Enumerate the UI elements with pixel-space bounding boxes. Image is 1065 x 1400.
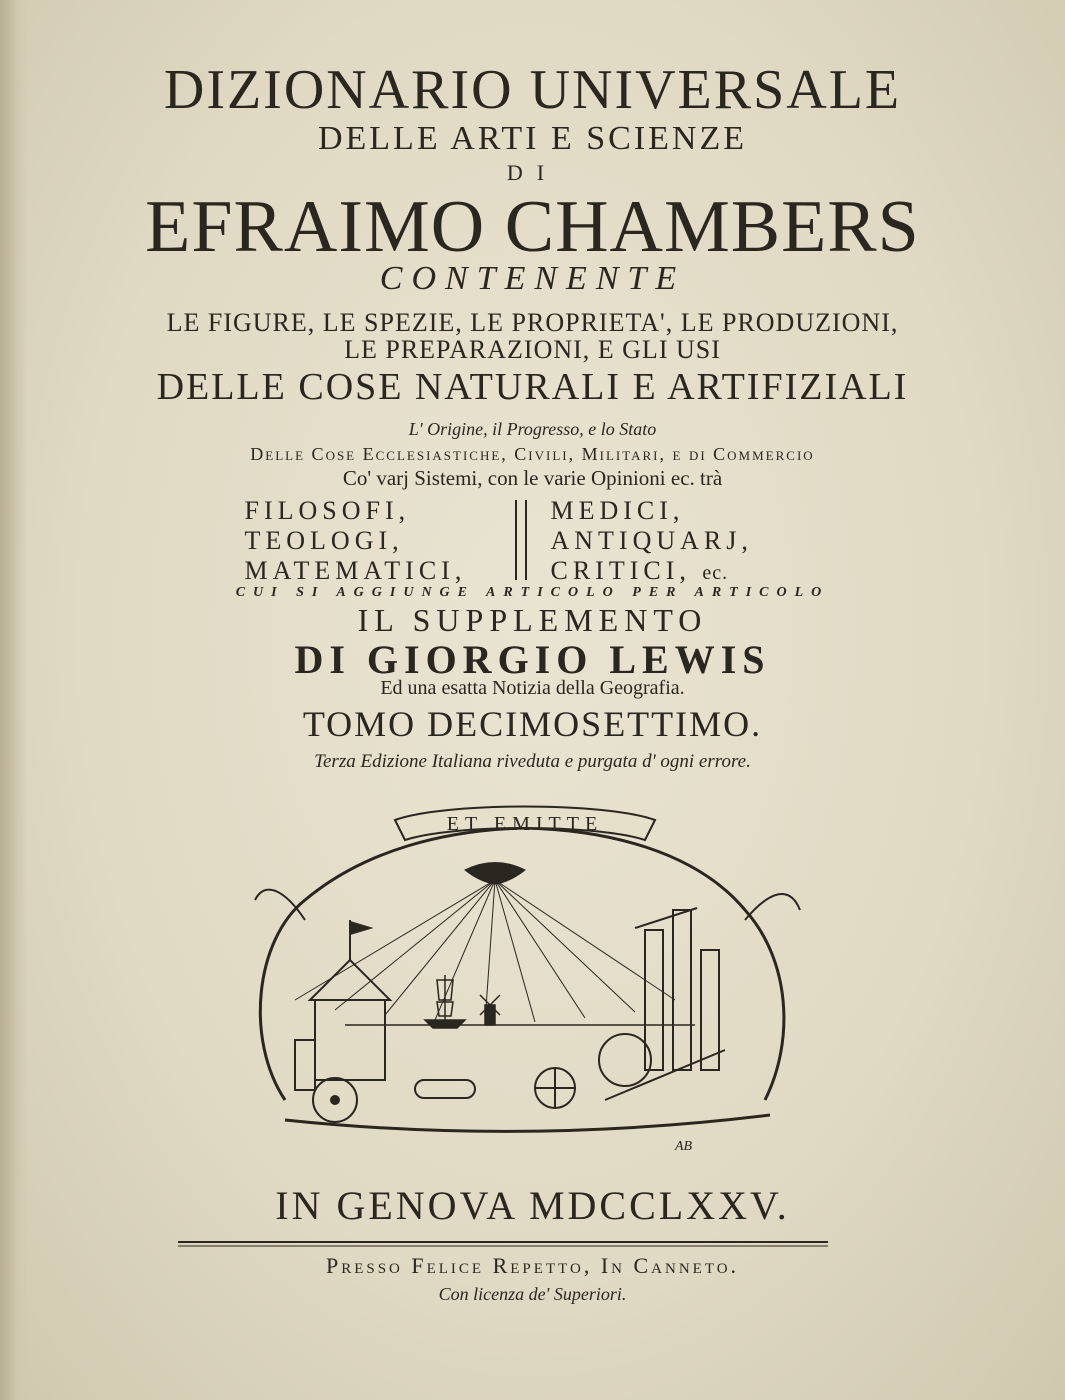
systems-line: Co' varj Sistemi, con le varie Opinioni ec. trà (342, 466, 723, 490)
column-item: MEDICI, (550, 496, 685, 525)
contents-line-2: LE PREPARAZIONI, E GLI USI (344, 335, 721, 364)
windmill (480, 995, 500, 1025)
column-item-text: CRITICI, (550, 556, 691, 585)
volume-number: TOMO DECIMOSETTIMO. (302, 704, 763, 744)
contents-line-1: LE FIGURE, LE SPEZIE, LE PROPRIETA', LE PRODUZIONI, (166, 308, 899, 337)
contenente-line: CONTENENTE (379, 260, 686, 297)
right-column (527, 496, 821, 588)
supplement-title: IL SUPPLEMENTO (357, 602, 708, 638)
ship (425, 975, 465, 1028)
title-line-1: DIZIONARIO UNIVERSALE (163, 59, 902, 121)
column-item-suffix: ec. (702, 562, 729, 584)
title-line-3: DI (506, 160, 559, 185)
author-name: EFRAIMO CHAMBERS (145, 186, 920, 268)
column-item: FILOSOFI, (244, 496, 411, 525)
column-item (551, 556, 821, 588)
supplement-intro: CUI SI AGGIUNGE ARTICOLO PER ARTICOLO (235, 585, 830, 600)
column-item: ANTIQUARJ, (550, 526, 753, 555)
column-item: MATEMATICI, (244, 556, 467, 585)
title-line-2: DELLE ARTI E SCIENZE (317, 120, 748, 157)
geography-note: Ed una esatta Notizia della Geografia. (380, 677, 685, 699)
origin-line: L' Origine, il Progresso, e lo Stato (408, 419, 657, 439)
contents-line-3: DELLE COSE NATURALI E ARTIFIZIALI (156, 366, 909, 408)
motto-text: ET EMITTE (446, 813, 604, 835)
printer-line: Presso Felice Repetto, In Canneto. (325, 1253, 740, 1278)
double-rule (178, 1240, 828, 1248)
column-divider (515, 500, 527, 580)
subjects-line: Delle Cose Ecclesiastiche, Civili, Militari, e di Commercio (250, 444, 815, 464)
dove-with-rays (295, 863, 675, 1023)
engraved-vignette (225, 800, 825, 1160)
place-and-date: IN GENOVA MDCCLXXV. (275, 1183, 790, 1228)
column-item: TEOLOGI, (244, 526, 404, 555)
supplement-author: DI GIORGIO LEWIS (294, 637, 771, 682)
foreground-objects (285, 1034, 770, 1131)
profession-columns (0, 496, 1065, 588)
license-line: Con licenza de' Superiori. (438, 1284, 627, 1304)
engraver-signature: AB (675, 1139, 693, 1154)
left-column (245, 496, 515, 588)
fortress (295, 920, 390, 1090)
edition-note: Terza Edizione Italiana riveduta e purgata d' ogni errore. (314, 751, 751, 772)
